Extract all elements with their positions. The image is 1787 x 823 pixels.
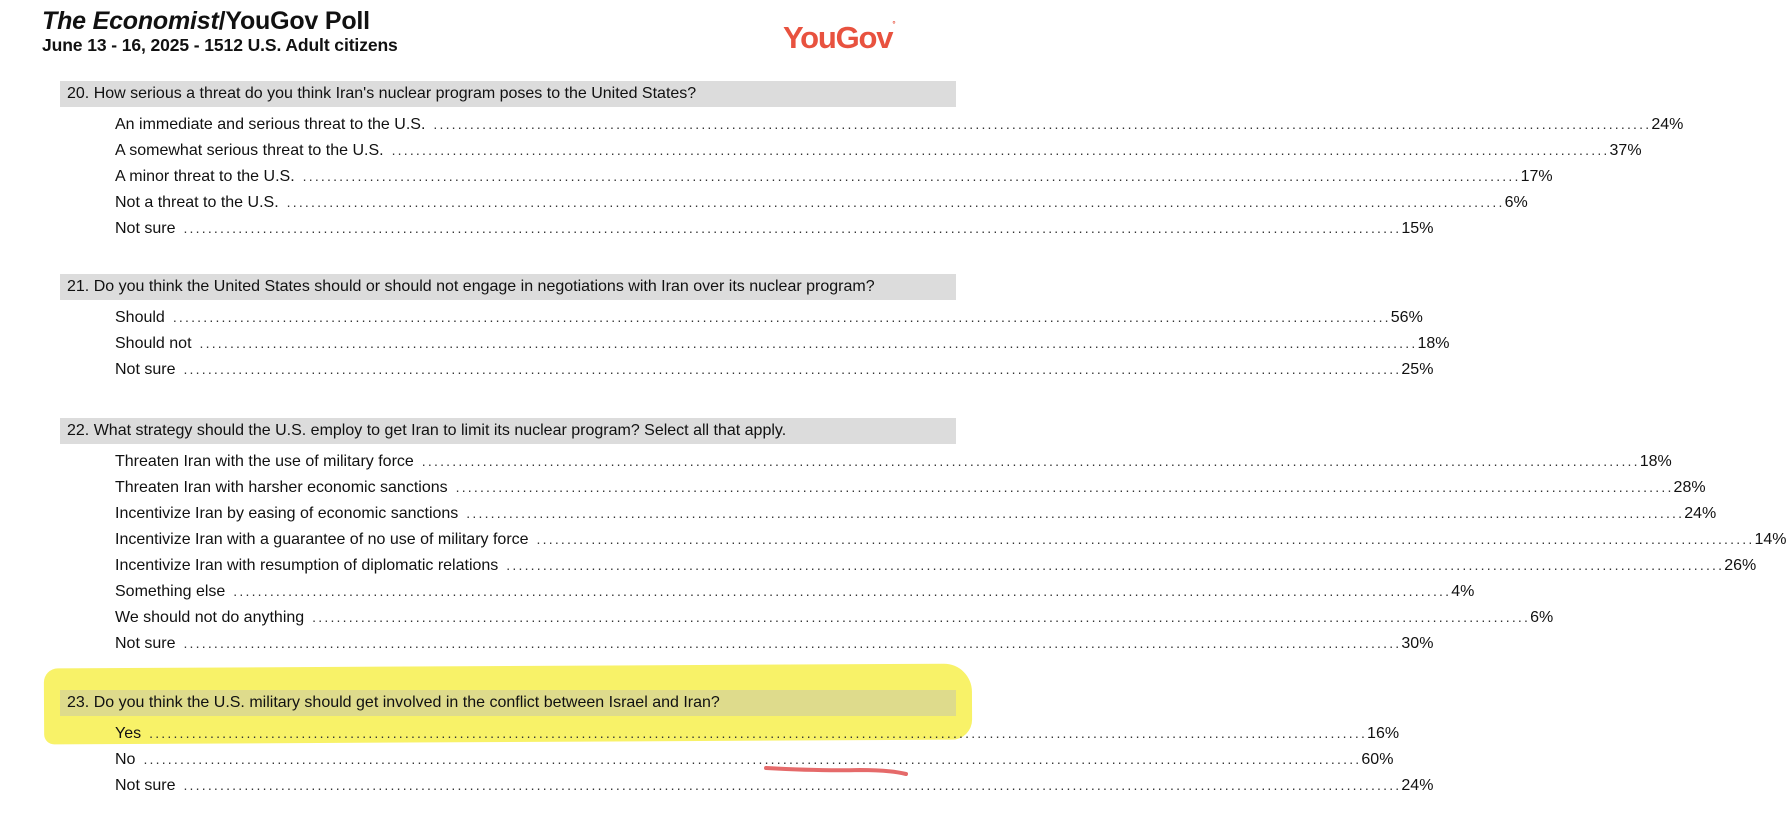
dot-leader: ........................................................................................................................................................................................................	[286, 194, 1505, 210]
dot-leader: ........................................................................................................................................................................................................	[233, 583, 1452, 599]
answer-label: Not a threat to the U.S.	[115, 194, 279, 211]
dot-leader: ........................................................................................................................................................................................................	[421, 453, 1640, 469]
dot-leader: ........................................................................................................................................................................................................	[506, 557, 1725, 573]
question-text: 21. Do you think the United States should or should not engage in negotiations with Iran over its nuclear program?	[60, 274, 956, 300]
answer-label: An immediate and serious threat to the U.S.	[115, 116, 426, 133]
answer-percentage: 37%	[1609, 142, 1642, 159]
answer-label: Threaten Iran with the use of military force	[115, 453, 414, 470]
dot-leader: ........................................................................................................................................................................................................	[312, 609, 1531, 625]
answer-percentage: 24%	[1684, 505, 1717, 522]
question-text: 22. What strategy should the U.S. employ to get Iran to limit its nuclear program? Select all that apply.	[60, 418, 956, 444]
answer-percentage: 6%	[1504, 194, 1528, 211]
answer-percentage: 14%	[1754, 531, 1787, 548]
answer-percentage: 28%	[1673, 479, 1706, 496]
answer-percentage: 30%	[1401, 635, 1434, 652]
answer-percentage: 18%	[1417, 335, 1450, 352]
dot-leader: ........................................................................................................................................................................................................	[149, 725, 1368, 741]
answer-percentage: 24%	[1651, 116, 1684, 133]
answer-percentage: 26%	[1724, 557, 1757, 574]
answer-percentage: 4%	[1451, 583, 1475, 600]
answer-percentage: 6%	[1530, 609, 1554, 626]
answer-label: No	[115, 751, 136, 768]
dot-leader: ........................................................................................................................................................................................................	[183, 220, 1402, 236]
dot-leader: ........................................................................................................................................................................................................	[183, 635, 1402, 651]
question-text: 20. How serious a threat do you think Iran's nuclear program poses to the United States?	[60, 81, 956, 107]
dot-leader: ........................................................................................................................................................................................................	[466, 505, 1685, 521]
answer-percentage: 60%	[1361, 751, 1394, 768]
dot-leader: ........................................................................................................................................................................................................	[536, 531, 1755, 547]
answer-percentage: 17%	[1520, 168, 1553, 185]
answer-percentage: 18%	[1639, 453, 1672, 470]
answer-label: We should not do anything	[115, 609, 305, 626]
publication-name: The Economist	[42, 7, 219, 35]
answer-percentage: 24%	[1401, 777, 1434, 794]
dot-leader: ........................................................................................................................................................................................................	[183, 777, 1402, 793]
answer-label: Incentivize Iran with a guarantee of no use of military force	[115, 531, 529, 548]
logo-mark: °	[892, 20, 896, 29]
dot-leader: ........................................................................................................................................................................................................	[172, 309, 1391, 325]
answer-label: Something else	[115, 583, 226, 600]
dot-leader: ........................................................................................................................................................................................................	[199, 335, 1418, 351]
answer-label: Should	[115, 309, 165, 326]
answer-label: Should not	[115, 335, 192, 352]
answer-label: Incentivize Iran by easing of economic sanctions	[115, 505, 459, 522]
dot-leader: ........................................................................................................................................................................................................	[391, 142, 1610, 158]
answer-label: Not sure	[115, 635, 176, 652]
question-text: 23. Do you think the U.S. military should get involved in the conflict between Israel and Iran?	[60, 690, 956, 716]
answer-label: A minor threat to the U.S.	[115, 168, 295, 185]
answer-percentage: 16%	[1367, 725, 1400, 742]
dot-leader: ........................................................................................................................................................................................................	[143, 751, 1362, 767]
poll-name: /YouGov Poll	[218, 7, 370, 35]
answer-label: Threaten Iran with harsher economic sanctions	[115, 479, 448, 496]
answer-label: Incentivize Iran with resumption of diplomatic relations	[115, 557, 499, 574]
answer-percentage: 25%	[1401, 361, 1434, 378]
answer-label: Not sure	[115, 777, 176, 794]
answer-label: Not sure	[115, 361, 176, 378]
answer-label: Not sure	[115, 220, 176, 237]
answer-label: A somewhat serious threat to the U.S.	[115, 142, 384, 159]
answer-label: Yes	[115, 725, 142, 742]
answer-percentage: 56%	[1390, 309, 1423, 326]
answer-percentage: 15%	[1401, 220, 1434, 237]
logo-text: YouGov	[783, 20, 893, 55]
dot-leader: ........................................................................................................................................................................................................	[302, 168, 1521, 184]
dot-leader: ........................................................................................................................................................................................................	[183, 361, 1402, 377]
dot-leader: ........................................................................................................................................................................................................	[455, 479, 1674, 495]
dot-leader: ........................................................................................................................................................................................................	[433, 116, 1652, 132]
poll-subtitle: June 13 - 16, 2025 - 1512 U.S. Adult citizens	[42, 35, 398, 55]
